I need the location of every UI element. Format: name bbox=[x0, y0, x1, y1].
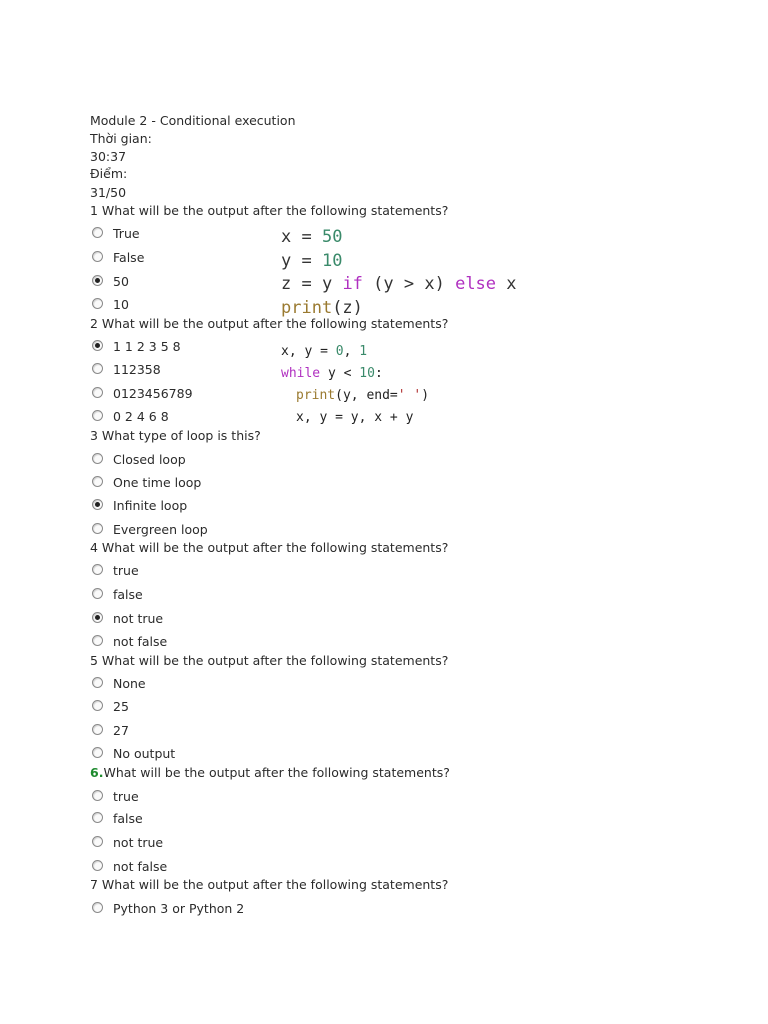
radio-icon[interactable] bbox=[92, 747, 103, 758]
radio-icon[interactable] bbox=[92, 387, 103, 398]
radio-icon[interactable] bbox=[92, 453, 103, 464]
score-value: 31/50 bbox=[90, 185, 127, 200]
radio-icon[interactable] bbox=[92, 790, 103, 801]
radio-icon[interactable] bbox=[92, 476, 103, 487]
question-1-text: 1 What will be the output after the following statements? bbox=[90, 203, 449, 218]
radio-icon[interactable] bbox=[92, 588, 103, 599]
radio-icon[interactable] bbox=[92, 523, 103, 534]
radio-icon[interactable] bbox=[92, 860, 103, 871]
radio-icon[interactable] bbox=[92, 677, 103, 688]
question-5-text: 5 What will be the output after the following statements? bbox=[90, 653, 449, 668]
radio-icon[interactable] bbox=[92, 700, 103, 711]
radio-icon[interactable] bbox=[92, 635, 103, 646]
q1-code-snippet: x = 50 y = 10 z = y if (y > x) else x print(z) bbox=[281, 227, 517, 318]
module-title: Module 2 - Conditional execution bbox=[90, 113, 296, 128]
radio-checked-icon[interactable] bbox=[92, 499, 103, 510]
question-6-number: 6. bbox=[90, 765, 104, 780]
radio-icon[interactable] bbox=[92, 363, 103, 374]
radio-icon[interactable] bbox=[92, 564, 103, 575]
question-7-text: 7 What will be the output after the following statements? bbox=[90, 877, 449, 892]
radio-icon[interactable] bbox=[92, 410, 103, 421]
q2-code-snippet: x, y = 0, 1 while y < 10: print(y, end=' ') x, y = y, x + y bbox=[281, 344, 430, 425]
time-value: 30:37 bbox=[90, 149, 127, 164]
radio-icon[interactable] bbox=[92, 298, 103, 309]
radio-icon[interactable] bbox=[92, 251, 103, 262]
question-3-text: 3 What type of loop is this? bbox=[90, 428, 261, 443]
radio-icon[interactable] bbox=[92, 836, 103, 847]
question-2-text: 2 What will be the output after the following statements? bbox=[90, 316, 449, 331]
radio-icon[interactable] bbox=[92, 227, 103, 238]
time-label: Thời gian: bbox=[90, 131, 152, 146]
radio-checked-icon[interactable] bbox=[92, 612, 103, 623]
question-6-text: 6.What will be the output after the following statements? bbox=[90, 765, 450, 780]
radio-icon[interactable] bbox=[92, 902, 103, 913]
question-4-text: 4 What will be the output after the following statements? bbox=[90, 540, 449, 555]
radio-checked-icon[interactable] bbox=[92, 340, 103, 351]
radio-icon[interactable] bbox=[92, 812, 103, 823]
score-label: Điểm: bbox=[90, 166, 128, 181]
radio-icon[interactable] bbox=[92, 724, 103, 735]
radio-checked-icon[interactable] bbox=[92, 275, 103, 286]
